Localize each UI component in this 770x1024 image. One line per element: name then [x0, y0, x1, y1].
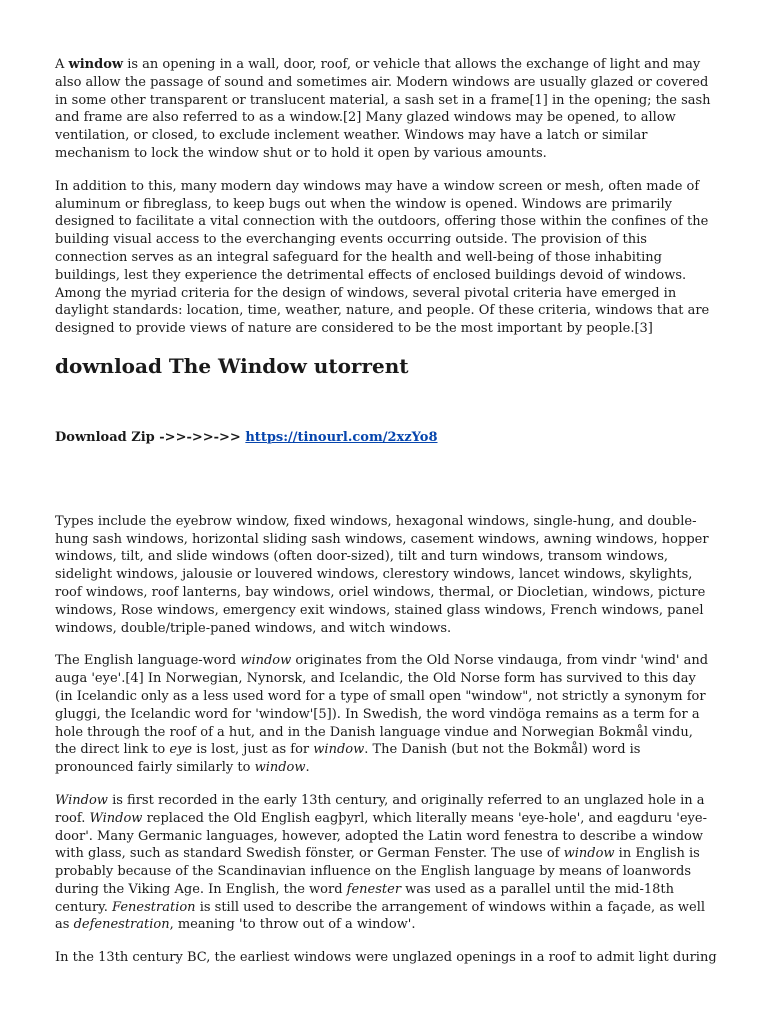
- intro-text-start: A: [55, 57, 69, 72]
- history-text: , meaning 'to throw out of a window'.: [169, 917, 416, 933]
- history-italic: Fenestration: [112, 899, 196, 915]
- intro-text-rest: is an opening in a wall, door, roof, or vehicle that allows the exchange of light and may also allow the passage of sound and sometimes air. Modern windows are usually glazed or covered in some other transparent or translucent material, a sash set in a frame[1] in the opening; the sash and frame are also referred to as a window.[2] Many glazed windows may be opened, to allow ventilation, or closed, to exclude inclement weather. Windows may have a latch or similar mechanism to lock the window shut or to hold it open by various amounts.: [55, 57, 711, 161]
- etymology-italic: window: [254, 760, 306, 776]
- history-italic: defenestration: [73, 917, 170, 933]
- etymology-italic: window: [313, 742, 365, 758]
- history-italic: window: [563, 846, 615, 862]
- etymology-text: originates from the Old Norse vindauga, from vindr 'wind' and auga 'eye'.[4] In Norwegian, Nynorsk, and Icelandic, the Old Norse form has survived to this day (in Icelandic only as a less used word for a type of small open "window", not strictly a synonym for gluggi, the Icelandic word for 'window'[5]). In Swedish, the word vindöga remains as a term for a hole through the roof of a hut, and in the Danish language vindue and Norwegian Bokmål vindu, the direct link to: [55, 653, 709, 758]
- history-text: replaced the Old English eagþyrl, which literally means 'eye-hole', and eagduru 'eye-door'. Many Germanic languages, however, adopted the Latin word fenestra to describe a window with glass, such as standard Swedish fönster, or German Fenster. The use of: [55, 810, 707, 862]
- etymology-text: is lost, just as for: [192, 742, 314, 758]
- types-paragraph: Types include the eyebrow window, fixed windows, hexagonal windows, single-hung, and double-hung sash windows, horizontal sliding sash windows, casement windows, awning windows, hopper windows, tilt, and slide windows (often door-sized), tilt and turn windows, transom windows, sidelight windows, jalousie or louvered windows, clerestory windows, lancet windows, skylights, roof windows, roof lanterns, bay windows, oriel windows, thermal, or Diocletian, windows, picture windows, Rose windows, emergency exit windows, stained glass windows, French windows, panel windows, double/triple-paned windows, and witch windows.: [55, 513, 709, 636]
- document-page: [55, 56, 717, 982]
- history-text: was used as a parallel until the mid-18th century.: [55, 881, 674, 915]
- etymology-paragraph: [55, 652, 717, 777]
- history-italic: Window: [55, 792, 108, 808]
- etymology-text: . The Danish (but not the Bokmål) word is pronounced fairly similarly to: [55, 742, 641, 776]
- modern-windows-paragraph: In addition to this, many modern day windows may have a window screen or mesh, often made of aluminum or fibreglass, to keep bugs out when the window is opened. Windows are primarily designed to facilitate a vital connection with the outdoors, offering those within the confines of the building visual access to the everchanging events occurring outside. The provision of this connection serves as an integral safeguard for the health and well-being of those inhabiting buildings, lest they experience the detrimental effects of enclosed buildings devoid of windows. Among the myriad criteria for the design of windows, several pivotal criteria have emerged in daylight standards: location, time, weather, nature, and people. Of these criteria, windows that are designed to provide views of nature are considered to be the most important by people.[3]: [55, 178, 710, 337]
- earliest-windows-paragraph: In the 13th century BC, the earliest windows were unglazed openings in a roof to admit light during: [55, 950, 717, 966]
- history-italic: fenester: [346, 881, 402, 897]
- spacer: [55, 447, 717, 513]
- download-link[interactable]: https://tinourl.com/2xzYo8: [245, 429, 438, 445]
- history-paragraph: [55, 792, 717, 934]
- history-text: is still used to describe the arrangement of windows within a façade, as well as: [55, 899, 706, 933]
- etymology-text: The English language-word: [55, 653, 241, 669]
- etymology-italic: eye: [169, 742, 193, 758]
- etymology-text: .: [305, 760, 310, 776]
- etymology-italic: window: [240, 653, 292, 669]
- history-text: in English is probably because of the Scandinavian influence on the English language by means of loanwords during the Viking Age. In English, the word: [55, 846, 700, 897]
- download-line: [55, 429, 717, 447]
- download-label: Download Zip ->>->>->>: [55, 429, 246, 445]
- intro-bold-term: window: [68, 57, 124, 72]
- download-heading: download The Window utorrent: [55, 353, 409, 378]
- history-italic: Window: [89, 810, 143, 826]
- history-text: is first recorded in the early 13th century, and originally referred to an unglazed hole in a roof.: [55, 792, 705, 826]
- intro-paragraph: [55, 56, 717, 163]
